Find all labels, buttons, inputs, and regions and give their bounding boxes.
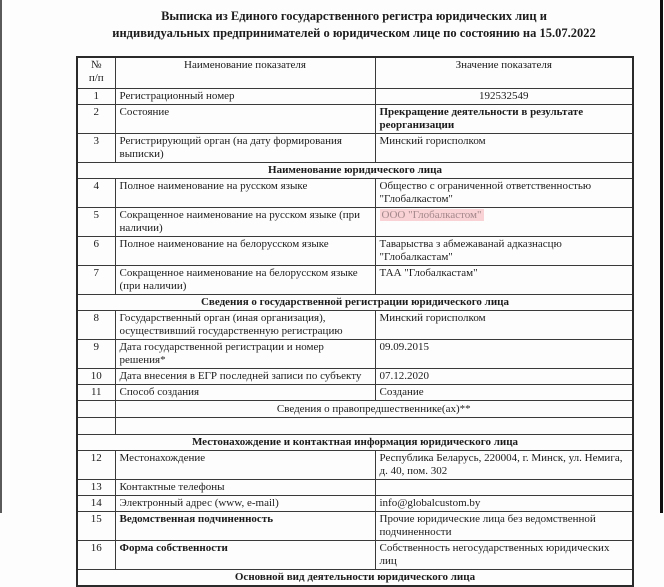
indicator-value-cell: Собственность негосударственных юридических лиц	[375, 541, 633, 570]
indicator-name-cell: Регистрационный номер	[115, 89, 375, 105]
indicator-name-cell: Полное наименование на белорусском языке	[115, 237, 375, 266]
row-number-cell: 7	[77, 266, 115, 295]
indicator-value-cell: 192532549	[375, 89, 633, 105]
indicator-value-cell: Республика Беларусь, 220004, г. Минск, ул. Немига, д. 40, пом. 302	[375, 451, 633, 480]
row-number-cell: 8	[77, 311, 115, 340]
empty-row	[77, 418, 633, 435]
row-number-cell: 2	[77, 105, 115, 134]
table-row	[77, 451, 633, 480]
row-number-cell: 16	[77, 541, 115, 570]
indicator-name-cell: Контактные телефоны	[115, 480, 375, 496]
row-number-cell	[77, 418, 115, 435]
indicator-value-cell: Прекращение деятельности в результате реорганизации	[375, 105, 633, 134]
indicator-value-cell: Прочие юридические лица без ведомственной подчиненности	[375, 512, 633, 541]
table-row	[77, 89, 633, 105]
table-row	[77, 105, 633, 134]
indicator-name-cell: Государственный орган (иная организация), осуществивший государственную регистрацию	[115, 311, 375, 340]
table-header-row	[77, 57, 633, 89]
indicator-value-cell: Таварыства з абмежаванай адказнасцю "Глобалкастам"	[375, 237, 633, 266]
section-header-label: Основной вид деятельности юридического лица	[77, 570, 633, 587]
indicator-value-cell	[375, 208, 633, 237]
table-row	[77, 208, 633, 237]
indicator-value-cell: ТАА "Глобалкастам"	[375, 266, 633, 295]
scan-edge-left-artifact	[0, 0, 2, 513]
indicator-value-cell: info@globalcustom.by	[375, 496, 633, 512]
spanning-note-row	[77, 401, 633, 418]
table-row	[77, 134, 633, 163]
section-header-label: Сведения о государственной регистрации юридического лица	[77, 295, 633, 311]
row-number-cell: 1	[77, 89, 115, 105]
column-header-indicator-value: Значение показателя	[375, 57, 633, 89]
row-number-cell: 11	[77, 385, 115, 401]
row-number-cell: 9	[77, 340, 115, 369]
row-number-cell: 13	[77, 480, 115, 496]
section-header-row	[77, 295, 633, 311]
indicator-name-cell: Электронный адрес (www, e-mail)	[115, 496, 375, 512]
row-number-cell: 12	[77, 451, 115, 480]
scan-edge-right-artifact	[660, 0, 663, 513]
table-row	[77, 266, 633, 295]
highlighted-value: ООО "Глобалкастом"	[381, 209, 482, 221]
table-row	[77, 237, 633, 266]
table-row	[77, 480, 633, 496]
section-header-row	[77, 435, 633, 451]
indicator-value-cell: Минский горисполком	[375, 311, 633, 340]
row-number-cell: 10	[77, 369, 115, 385]
registry-table	[76, 56, 634, 587]
indicator-value-cell: Общество с ограниченной ответственностью "Глобалкастом"	[375, 179, 633, 208]
section-header-row	[77, 163, 633, 179]
table-row	[77, 385, 633, 401]
indicator-name-cell: Полное наименование на русском языке	[115, 179, 375, 208]
table-row	[77, 512, 633, 541]
table-row	[77, 541, 633, 570]
row-number-cell: 4	[77, 179, 115, 208]
section-header-label: Наименование юридического лица	[77, 163, 633, 179]
spanning-note-label: Сведения о правопредшественнике(ах)**	[115, 401, 633, 418]
row-number-cell: 5	[77, 208, 115, 237]
indicator-value-cell: 09.09.2015	[375, 340, 633, 369]
indicator-name-cell: Ведомственная подчиненность	[115, 512, 375, 541]
indicator-name-cell: Дата внесения в ЕГР последней записи по субъекту	[115, 369, 375, 385]
column-header-indicator-name: Наименование показателя	[115, 57, 375, 89]
document-title-line-1: Выписка из Единого государственного регистра юридических лиц и	[161, 9, 547, 23]
indicator-value-cell: Создание	[375, 385, 633, 401]
indicator-name-cell: Регистрирующий орган (на дату формирования выписки)	[115, 134, 375, 163]
table-row	[77, 369, 633, 385]
spanning-note-label	[115, 418, 633, 435]
document-title-line-2: индивидуальных предпринимателей о юридическом лице по состоянию на 15.07.2022	[112, 26, 596, 40]
indicator-name-cell: Способ создания	[115, 385, 375, 401]
row-number-cell	[77, 401, 115, 418]
indicator-value-cell: Минский горисполком	[375, 134, 633, 163]
section-header-label: Местонахождение и контактная информация юридического лица	[77, 435, 633, 451]
row-number-cell: 15	[77, 512, 115, 541]
indicator-name-cell: Состояние	[115, 105, 375, 134]
indicator-name-cell: Форма собственности	[115, 541, 375, 570]
table-row	[77, 496, 633, 512]
indicator-name-cell: Местонахождение	[115, 451, 375, 480]
row-number-cell: 6	[77, 237, 115, 266]
row-number-cell: 3	[77, 134, 115, 163]
indicator-value-cell	[375, 480, 633, 496]
indicator-name-cell: Сокращенное наименование на русском языке (при наличии)	[115, 208, 375, 237]
indicator-name-cell: Сокращенное наименование на белорусском языке (при наличии)	[115, 266, 375, 295]
document-title	[76, 8, 632, 42]
indicator-value-cell: 07.12.2020	[375, 369, 633, 385]
table-row	[77, 340, 633, 369]
row-number-cell: 14	[77, 496, 115, 512]
indicator-name-cell: Дата государственной регистрации и номер решения*	[115, 340, 375, 369]
section-header-row	[77, 570, 633, 587]
table-row	[77, 179, 633, 208]
column-header-number: № п/п	[77, 57, 115, 89]
table-row	[77, 311, 633, 340]
